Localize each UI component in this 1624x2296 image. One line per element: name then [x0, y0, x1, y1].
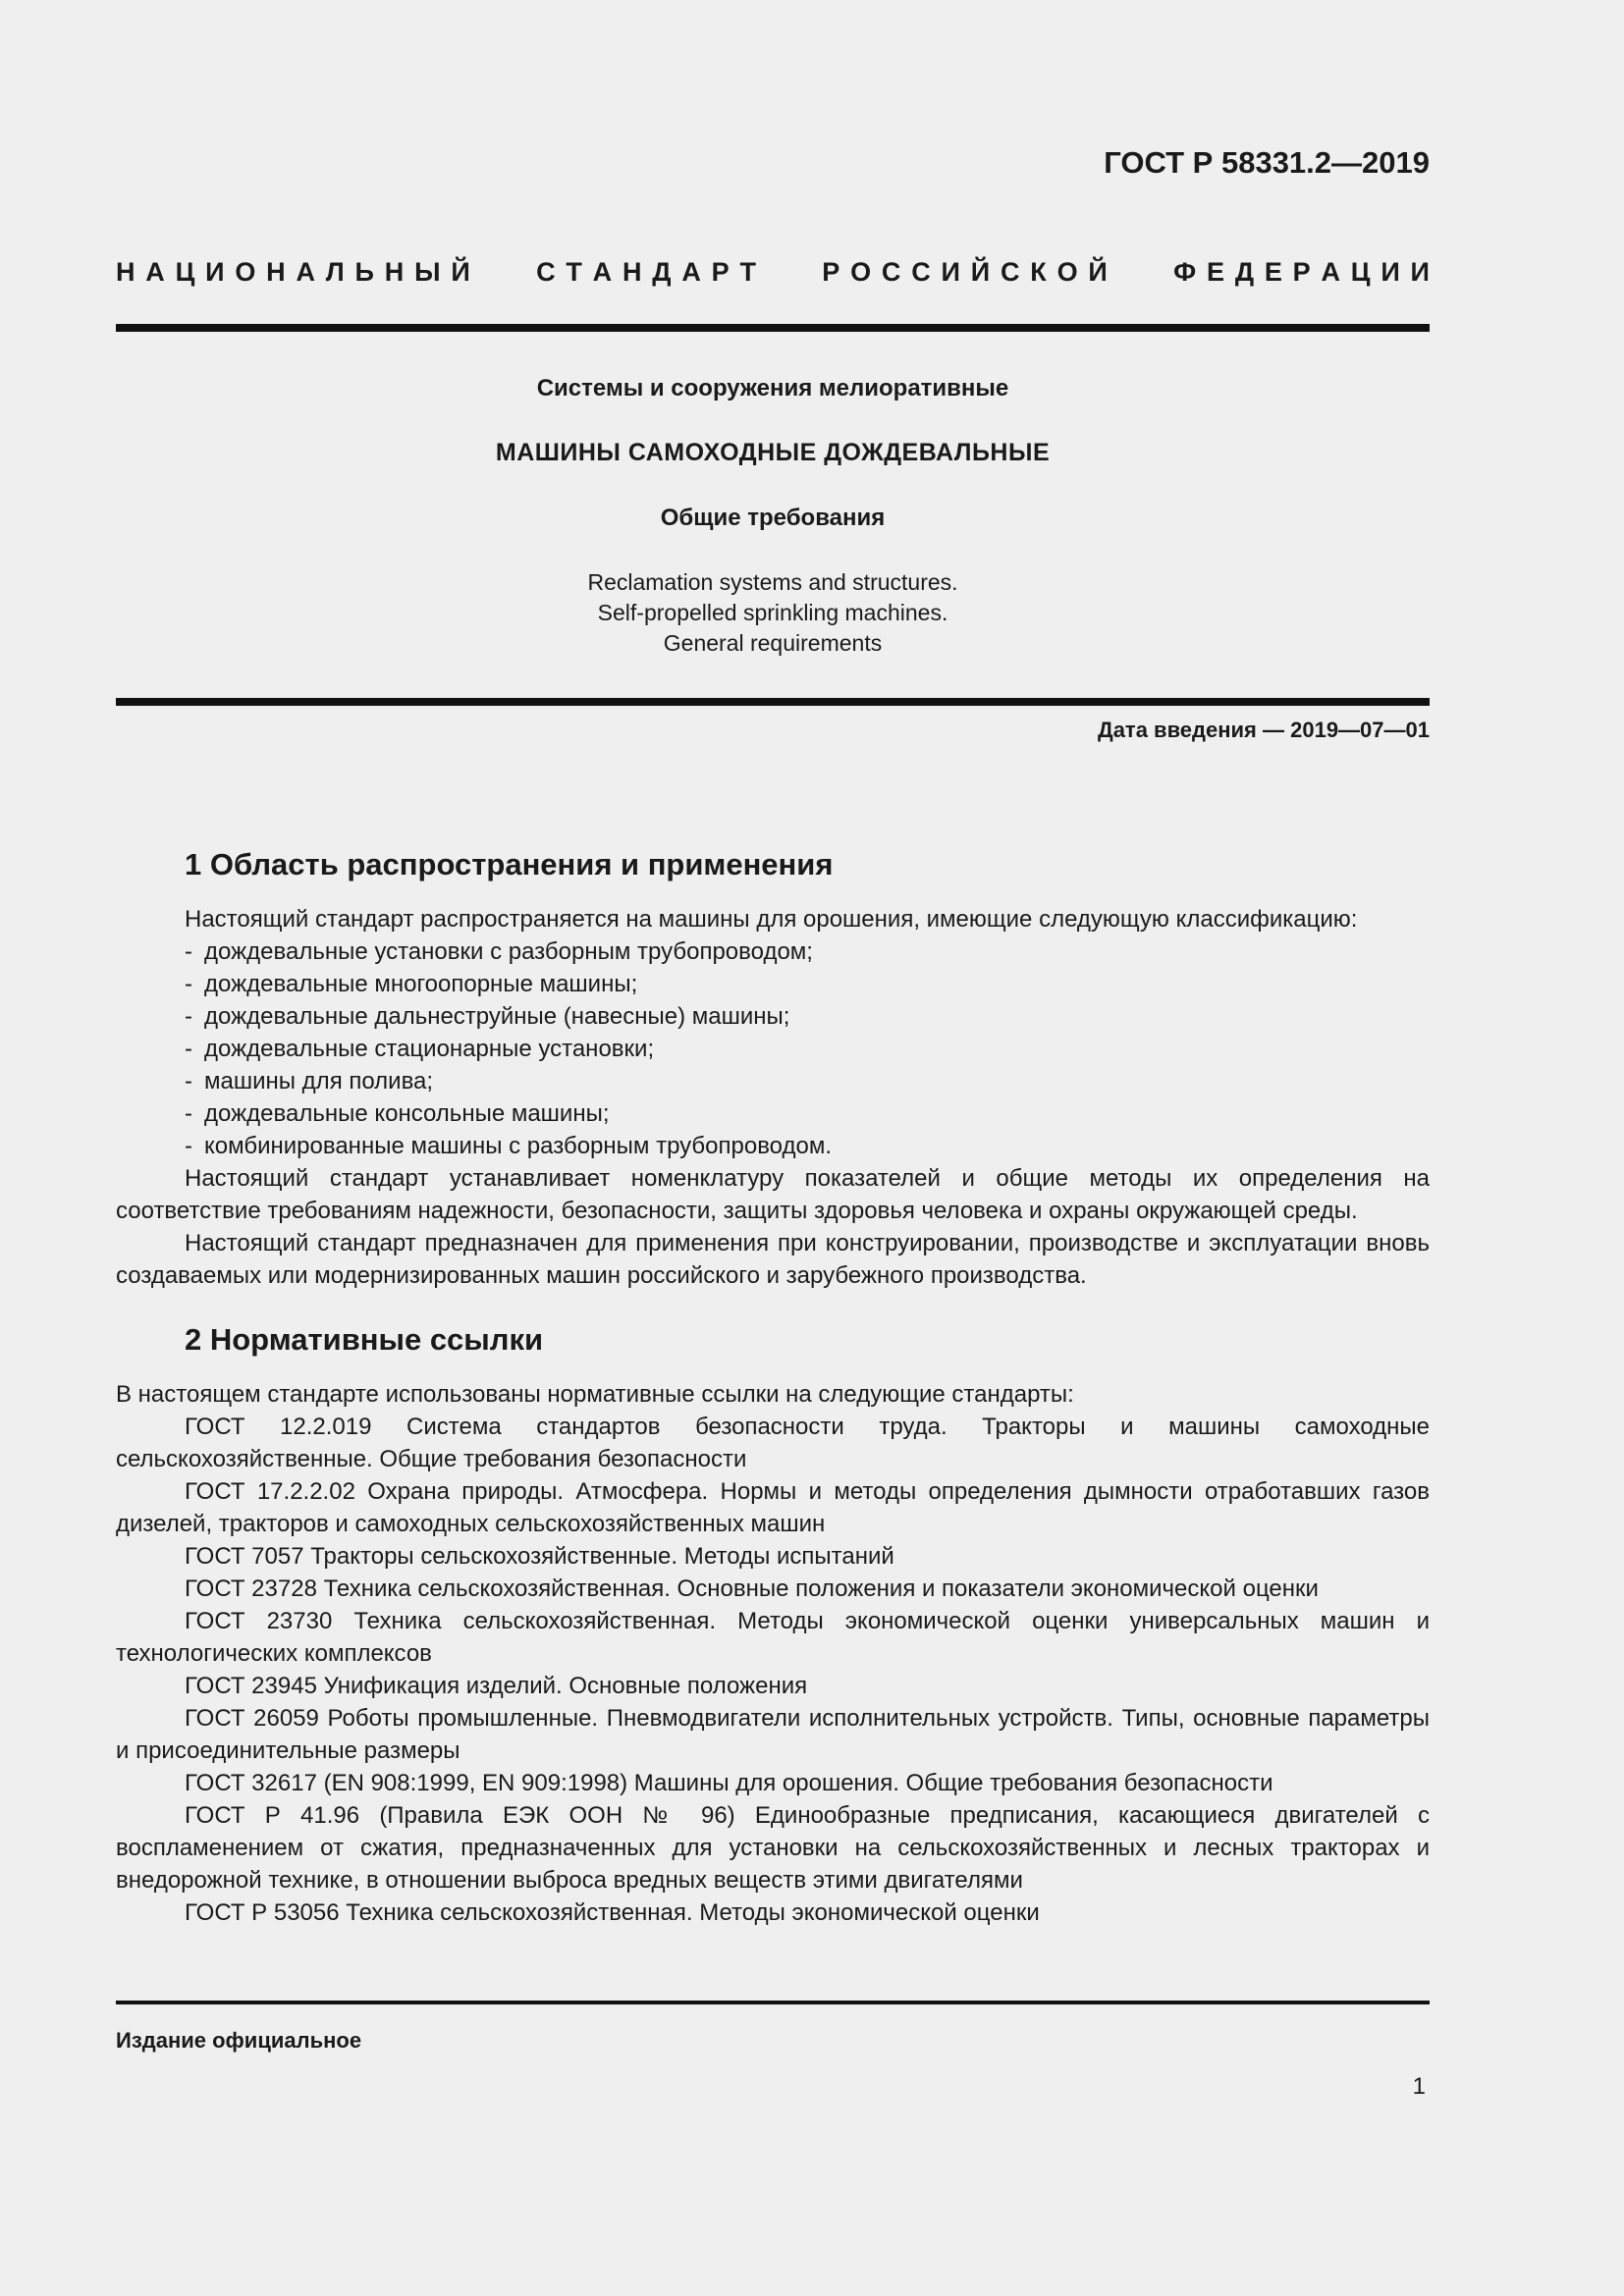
list-item [185, 935, 1430, 968]
title-line-3: Общие требования [660, 505, 886, 531]
banner-word: С Т А Н Д А Р Т [536, 257, 756, 287]
reference-entry: ГОСТ 26059 Роботы промышленные. Пневмодвигатели исполнительных устройств. Типы, основные параметры и присоединительные размеры [116, 1705, 1430, 1764]
page-number: 1 [1412, 2073, 1426, 2100]
footer-divider [116, 2001, 1430, 2004]
references-list [116, 1411, 1430, 1929]
section-2-heading: 2 Нормативные ссылки [185, 1322, 544, 1357]
list-item [185, 1000, 1430, 1033]
list-item [185, 968, 1430, 1000]
section-2-intro: В настоящем стандарте использованы нормативные ссылки на следующие стандарты: [116, 1381, 1074, 1408]
list-item-text: машины для полива; [204, 1068, 434, 1095]
reference-entry: ГОСТ 12.2.019 Система стандартов безопасности труда. Тракторы и машины самоходные сельскохозяйственные. Общие требования безопасности [116, 1414, 1430, 1472]
reference-entry: ГОСТ 23728 Техника сельскохозяйственная. Основные положения и показатели экономической оценки [185, 1575, 1319, 1602]
document-body [116, 846, 1430, 1929]
section-1-paragraph-2: Настоящий стандарт устанавливает номенклатуру показателей и общие методы их определения на соответствие требованиям надежности, безопасности, защиты здоровья человека и охраны окружающей среды. [116, 1165, 1430, 1224]
english-title-line: General requirements [663, 630, 883, 656]
section-1-heading: 1 Область распространения и применения [185, 847, 834, 881]
list-item [185, 1033, 1430, 1065]
list-dash: - [185, 938, 192, 965]
reference-entry: ГОСТ 23730 Техника сельскохозяйственная. Методы экономической оценки универсальных машин и технологических комплексов [116, 1608, 1430, 1667]
list-dash: - [185, 1036, 192, 1062]
banner-word: Н А Ц И О Н А Л Ь Н Ы Й [116, 257, 470, 287]
banner-word: Ф Е Д Е Р А Ц И И [1173, 257, 1430, 287]
list-item-text: дождевальные многоопорные машины; [204, 971, 638, 997]
title-divider [116, 698, 1430, 706]
list-dash: - [185, 1003, 192, 1030]
national-standard-banner [116, 257, 1430, 288]
edition-label: Издание официальное [116, 2028, 362, 2053]
section-1-intro: Настоящий стандарт распространяется на машины для орошения, имеющие следующую классификацию: [185, 906, 1358, 933]
reference-entry: ГОСТ Р 53056 Техника сельскохозяйственная. Методы экономической оценки [185, 1899, 1040, 1926]
english-title [116, 567, 1430, 659]
list-dash: - [185, 1100, 192, 1127]
list-item [185, 1097, 1430, 1130]
reference-entry: ГОСТ 7057 Тракторы сельскохозяйственные. Методы испытаний [185, 1543, 894, 1570]
title-line-1: Системы и сооружения мелиоративные [536, 375, 1009, 401]
list-item-text: дождевальные консольные машины; [204, 1100, 610, 1127]
list-item [185, 1130, 1430, 1162]
list-item-text: дождевальные дальнеструйные (навесные) машины; [204, 1003, 790, 1030]
title-line-2: МАШИНЫ САМОХОДНЫЕ ДОЖДЕВАЛЬНЫЕ [495, 439, 1051, 466]
list-item-text: дождевальные стационарные установки; [204, 1036, 655, 1062]
list-dash: - [185, 1068, 192, 1095]
reference-entry: ГОСТ 32617 (EN 908:1999, EN 909:1998) Машины для орошения. Общие требования безопасности [185, 1770, 1273, 1796]
list-item [185, 1065, 1430, 1097]
list-dash: - [185, 1133, 192, 1159]
banner-word: Р О С С И Й С К О Й [822, 257, 1108, 287]
list-item-text: дождевальные установки с разборным трубопроводом; [204, 938, 813, 965]
english-title-line: Reclamation systems and structures. [587, 569, 958, 595]
top-divider [116, 324, 1430, 332]
section-1-paragraph-3: Настоящий стандарт предназначен для применения при конструировании, производстве и эксплуатации вновь создаваемых или модернизированных машин российского и зарубежного производства. [116, 1230, 1430, 1289]
english-title-line: Self-propelled sprinkling machines. [597, 600, 948, 625]
effective-date: Дата введения — 2019—07—01 [1098, 718, 1430, 742]
list-dash: - [185, 971, 192, 997]
reference-entry: ГОСТ 23945 Унификация изделий. Основные положения [185, 1673, 808, 1699]
reference-entry: ГОСТ Р 41.96 (Правила ЕЭК ООН № 96) Единообразные предписания, касающиеся двигателей с воспламенением от сжатия, предназначенных для установки на сельскохозяйственных и лесных тракторах и внедорожной технике, в отношении выброса вредных веществ этими двигателями [116, 1802, 1430, 1894]
list-item-text: комбинированные машины с разборным трубопроводом. [204, 1133, 833, 1159]
reference-entry: ГОСТ 17.2.2.02 Охрана природы. Атмосфера. Нормы и методы определения дымности отработавших газов дизелей, тракторов и самоходных сельскохозяйственных машин [116, 1478, 1430, 1537]
classification-list [116, 935, 1430, 1162]
document-code: ГОСТ Р 58331.2—2019 [1104, 145, 1430, 180]
